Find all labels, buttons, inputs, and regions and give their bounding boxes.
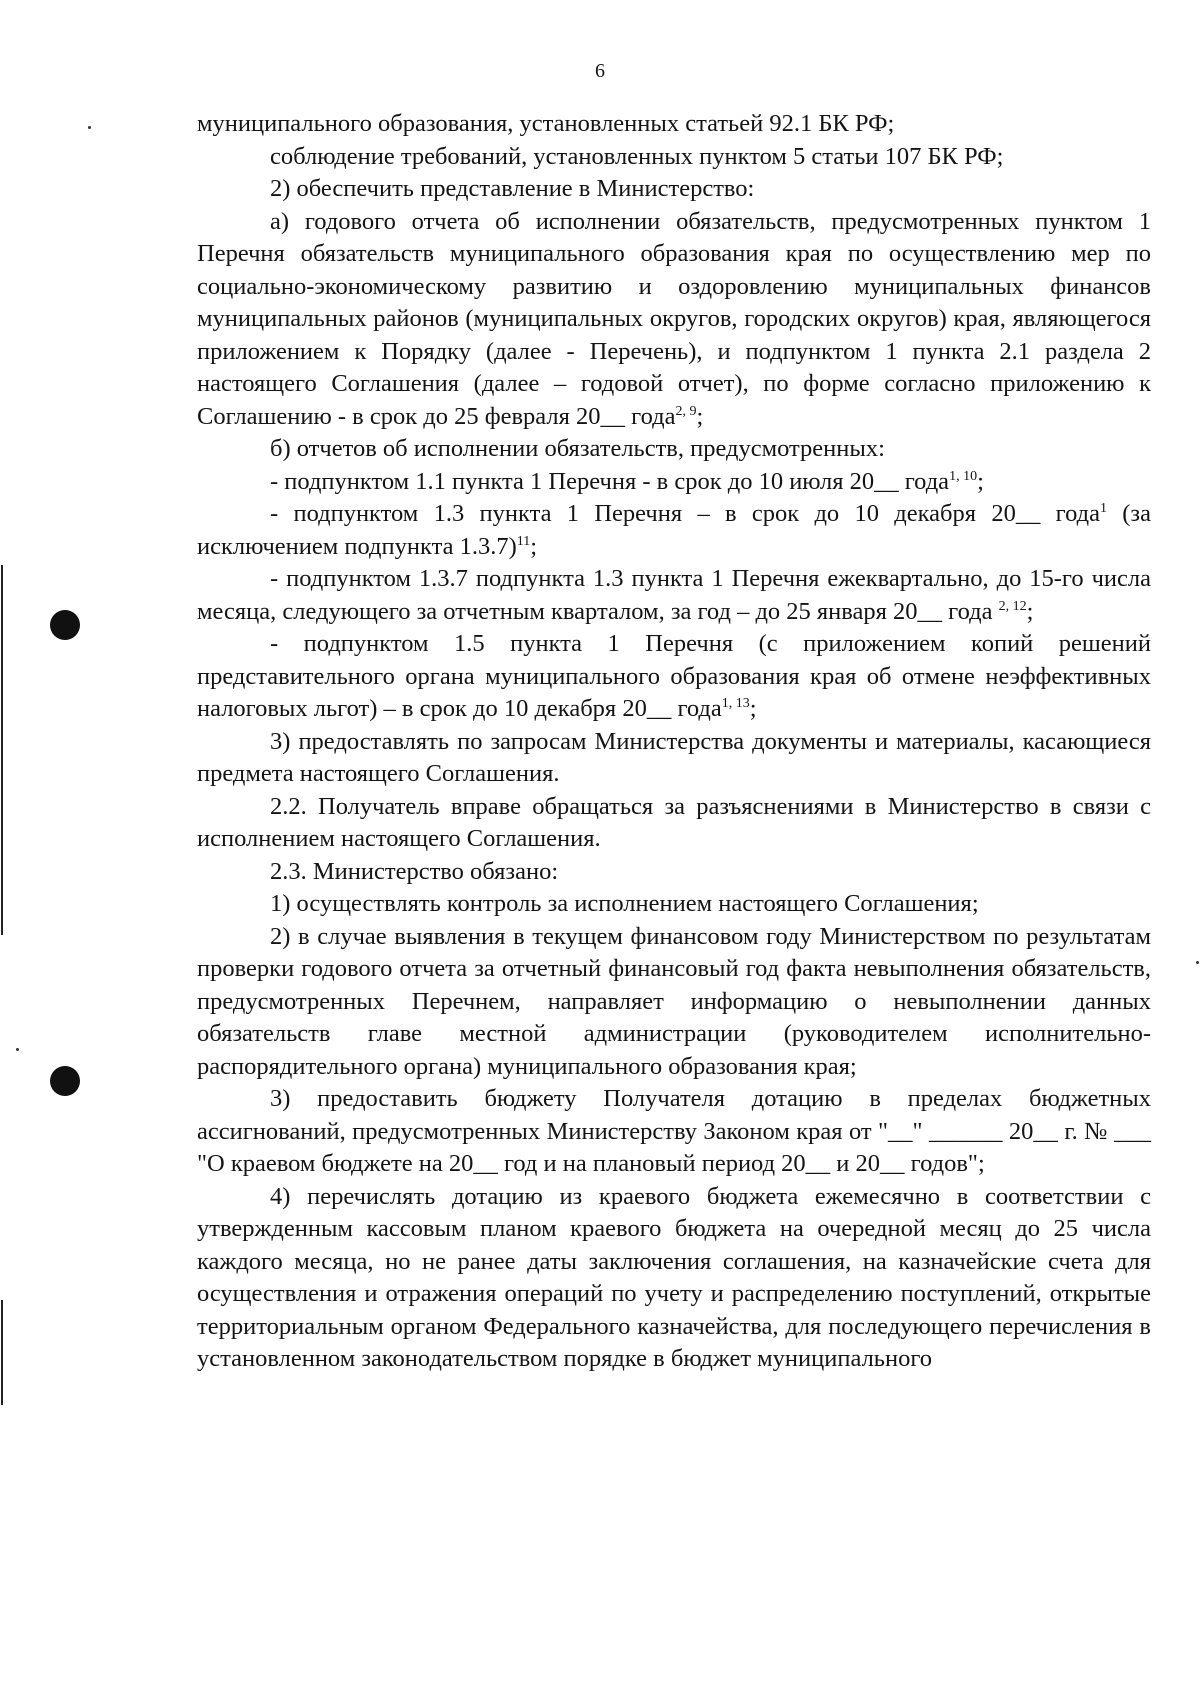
footnote-ref: 1 — [1099, 500, 1107, 516]
footnote-ref: 2, 9 — [675, 403, 697, 419]
paragraph: а) годового отчета об исполнении обязательств, предусмотренных пунктом 1 Перечня обязательств муниципального образования края по осуществлению мер по социально-экономическому развитию и оздоровлению муниципальных финансов муниципальных районов (муниципальных округов, городских округов) края, являющегося приложением к Порядку (далее - Перечень), и подпунктом 1 пункта 2.1 раздела 2 настоящего Соглашения (далее – годовой отчет), по форме согласно приложению к Соглашению - в срок до 25 февраля 20__ года$^{2, 9}$; — [197, 207, 1151, 430]
paragraph: соблюдение требований, установленных пунктом 5 статьи 107 БК РФ; — [270, 142, 1004, 170]
scan-speck — [88, 126, 91, 129]
page-number: 6 — [595, 60, 605, 82]
document-body — [197, 108, 1151, 1376]
paragraph: - подпунктом 1.3 пункта 1 Перечня – в срок до 10 декабря 20__ года$^1$ (за исключением подпункта 1.3.7)$^{11}$; — [197, 500, 1151, 560]
paragraph: 2.3. Министерство обязано: — [270, 857, 559, 885]
paragraph: 3) предоставлять по запросам Министерства документы и материалы, касающиеся предмета настоящего Соглашения. — [197, 727, 1151, 787]
paragraph: - подпунктом 1.3.7 подпункта 1.3 пункта 1 Перечня ежеквартально, до 15-го числа месяца, следующего за отчетным кварталом, за год – до 25 января 20__ года $^{2, 12}$; — [197, 565, 1151, 625]
paragraph: - подпунктом 1.1 пункта 1 Перечня - в срок до 10 июля 20__ года$^{1, 10}$; — [270, 467, 984, 495]
punch-hole-mark — [50, 1066, 80, 1096]
paragraph: 3) предоставить бюджету Получателя дотацию в пределах бюджетных ассигнований, предусмотренных Министерству Законом края от "__" ______ 20__ г. № ___ "О краевом бюджете на 20__ год и на плановый период 20__ и 20__ годов"; — [197, 1085, 1151, 1177]
paragraph: 4) перечислять дотацию из краевого бюджета ежемесячно в соответствии с утвержденным кассовым планом краевого бюджета на очередной месяц до 25 числа каждого месяца, но не ранее даты заключения соглашения, на казначейские счета для осуществления и отражения операций по учету и распределению поступлений, открытые территориальным органом Федерального казначейства, для последующего перечисления в установленном законодательством порядке в бюджет муниципального — [197, 1182, 1151, 1372]
footnote-ref: 2, 12 — [998, 598, 1027, 614]
scan-speck — [16, 1048, 19, 1051]
footnote-ref: 1, 13 — [721, 695, 750, 711]
paragraph: 2) обеспечить представление в Министерство: — [270, 175, 755, 202]
footnote-ref: 1, 10 — [949, 468, 978, 484]
paragraph: 2.2. Получатель вправе обращаться за разъяснениями в Министерство в связи с исполнением настоящего Соглашения. — [197, 792, 1151, 852]
paragraph: муниципального образования, установленных статьей 92.1 БК РФ; — [197, 110, 895, 137]
paragraph: 2) в случае выявления в текущем финансовом году Министерством по результатам проверки годового отчета за отчетный финансовый год факта невыполнения обязательств, предусмотренных Перечнем, направляет информацию о невыполнении данных обязательств главе местной администрации (руководителем исполнительно-распорядительного органа) муниципального образования края; — [197, 922, 1151, 1080]
scan-speck — [1196, 961, 1199, 964]
paragraph: - подпунктом 1.5 пункта 1 Перечня (с приложением копий решений представительного органа муниципального образования края об отмене неэффективных налоговых льгот) – в срок до 10 декабря 20__ года$^{1, 13}$; — [197, 630, 1151, 722]
scan-edge-line — [1, 565, 3, 935]
paragraph: б) отчетов об исполнении обязательств, предусмотренных: — [270, 435, 885, 462]
footnote-ref: 11 — [516, 533, 531, 549]
scan-edge-line — [1, 1300, 3, 1405]
paragraph: 1) осуществлять контроль за исполнением настоящего Соглашения; — [270, 890, 979, 917]
punch-hole-mark — [50, 610, 80, 640]
